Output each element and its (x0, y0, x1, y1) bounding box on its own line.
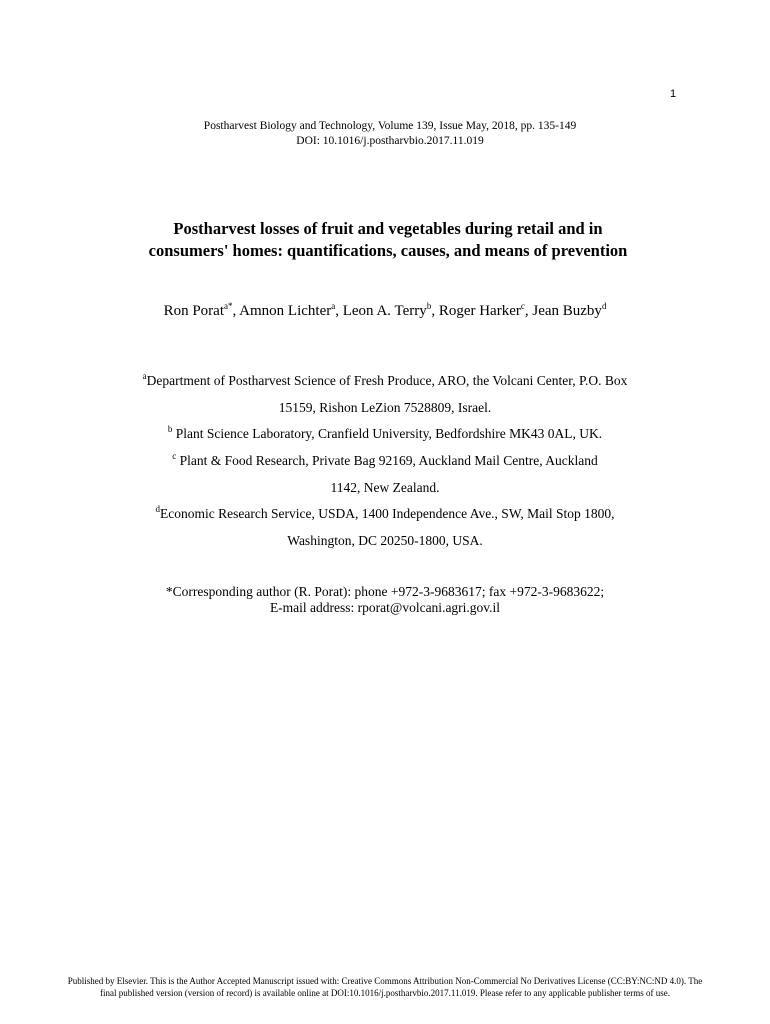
affiliation-marker: c (172, 451, 177, 462)
paper-title-line-1: Postharvest losses of fruit and vegetables during retail and in (173, 219, 603, 238)
corresponding-author-phone: *Corresponding author (R. Porat): phone +972-3-9683617; fax +972-3-9683622; (165, 584, 605, 599)
corresponding-author-email: E-mail address: rporat@volcani.agri.gov.il (269, 600, 501, 615)
affiliation-a (0, 368, 770, 395)
author-separator: , (431, 303, 439, 319)
author-affiliation-marker: d (601, 301, 607, 311)
corresponding-author (0, 584, 770, 616)
author-affiliation-marker: a* (223, 301, 233, 311)
affiliation-text: Plant & Food Research, Private Bag 92169, Auckland Mail Centre, Auckland (176, 453, 598, 469)
author-affiliation-marker: b (426, 301, 432, 311)
author-affiliation-marker: a (331, 301, 336, 311)
affiliation-marker: d (155, 504, 161, 515)
affiliations (0, 368, 770, 555)
author-separator: , (335, 303, 343, 319)
author-name: Leon A. Terry (342, 303, 427, 319)
author-list (0, 303, 770, 320)
journal-doi: DOI: 10.1016/j.postharvbio.2017.11.019 (296, 135, 484, 147)
license-footer-line-2: final published version (version of record) is available online at DOI:10.1016/j.postharvbio.2017.11.019. Please refer to any applicable publisher terms of use. (99, 988, 671, 998)
affiliation-c (0, 448, 770, 475)
author-name: Jean Buzby (532, 303, 602, 319)
journal-header (0, 119, 770, 149)
paper-title (0, 218, 770, 262)
license-footer-line-1: Published by Elsevier. This is the Author Accepted Manuscript issued with: Creative Commons Attribution Non-Commercial No Derivatives License (CC:BY:NC:ND 4.0). The (67, 976, 703, 986)
affiliation-b (0, 421, 770, 448)
author-separator: , (232, 303, 240, 319)
author-name: Roger Harker (438, 303, 521, 319)
author-affiliation-marker: c (520, 301, 525, 311)
affiliation-d (0, 501, 770, 528)
author-name: Ron Porat (163, 303, 224, 319)
affiliation-a-continued: 15159, Rishon LeZion 7528809, Israel. (278, 399, 492, 415)
affiliation-marker: b (167, 424, 173, 435)
affiliation-marker: a (142, 371, 147, 381)
journal-citation: Postharvest Biology and Technology, Volume 139, Issue May, 2018, pp. 135-149 (203, 120, 577, 132)
affiliation-text: Department of Postharvest Science of Fresh Produce, ARO, the Volcani Center, P.O. Box (146, 373, 628, 388)
author-separator: , (524, 303, 533, 319)
affiliation-c-continued: 1142, New Zealand. (330, 479, 440, 495)
author-name: Amnon Lichter (239, 303, 332, 319)
page-number: 1 (670, 88, 677, 100)
license-footer (0, 975, 770, 999)
affiliation-d-continued: Washington, DC 20250-1800, USA. (287, 533, 483, 549)
affiliation-text: Plant Science Laboratory, Cranfield University, Bedfordshire MK43 0AL, UK. (172, 426, 603, 442)
affiliation-text: Economic Research Service, USDA, 1400 Independence Ave., SW, Mail Stop 1800, (160, 506, 615, 522)
paper-title-line-2: consumers' homes: quantifications, causes, and means of prevention (148, 241, 628, 260)
